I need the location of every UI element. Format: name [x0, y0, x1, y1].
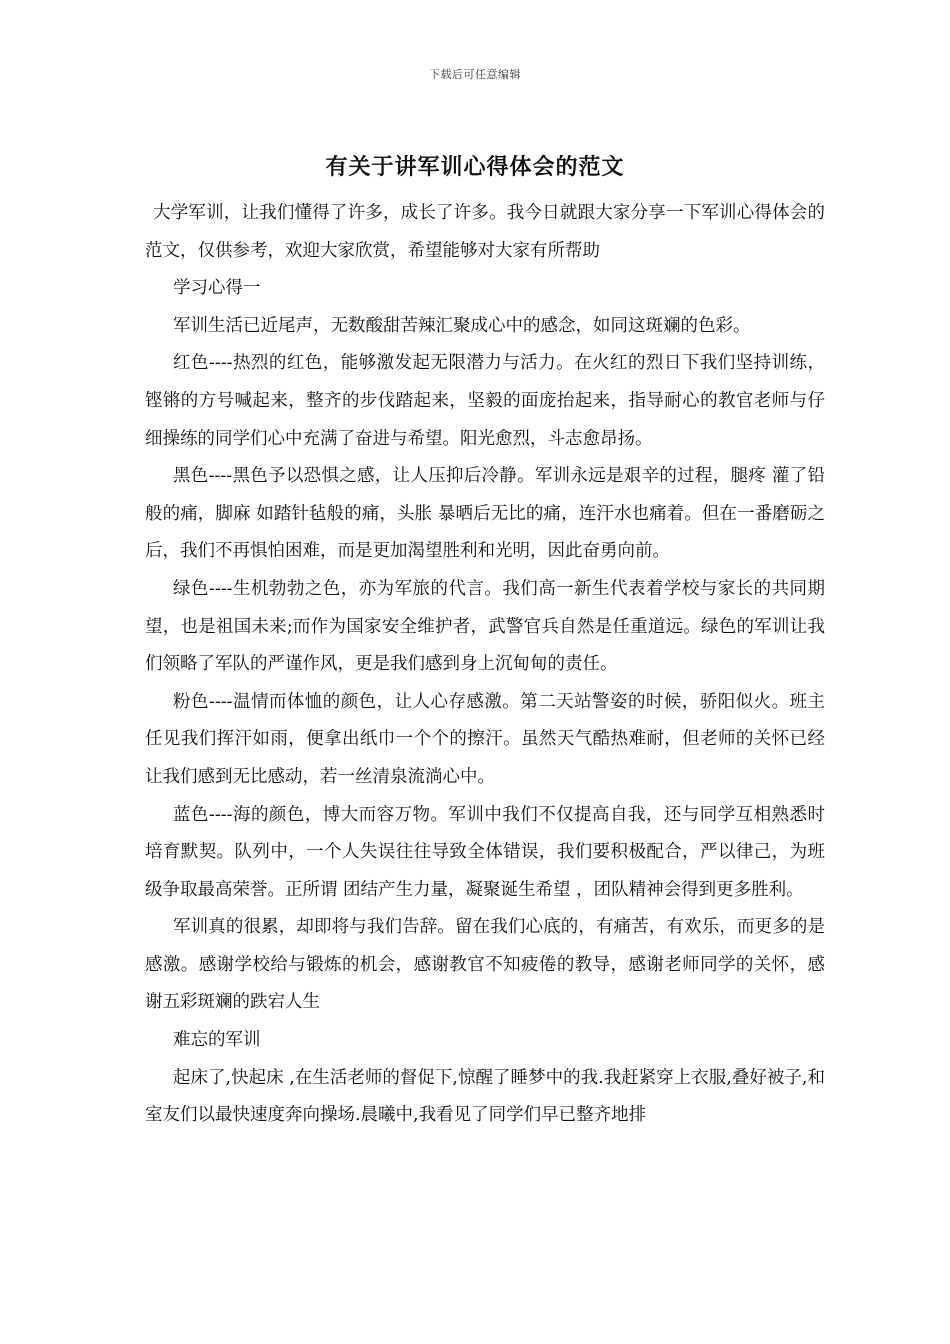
body-paragraph: 军训生活已近尾声，无数酸甜苦辣汇聚成心中的感念，如同这斑斓的色彩。 [173, 315, 751, 336]
body-paragraph: 绿色----生机勃勃之色，亦为军旅的代言。我们高一新生代表着学校与家长的共同期望，也是祖国未来;而作为国家安全维护者，武警官兵自然是任重道远。绿色的军训让我们领略了军队的严谨作风，更是我们感到身上沉甸甸的责任。 [145, 578, 825, 675]
document-body [145, 195, 825, 1135]
body-paragraph: 军训真的很累，却即将与我们告辞。留在我们心底的，有痛苦，有欢乐，而更多的是感激。感谢学校给与锻炼的机会，感谢教官不知疲倦的教导，感谢老师同学的关怀，感谢五彩斑斓的跌宕人生 [145, 917, 825, 1013]
body-paragraph: 红色----热烈的红色，能够激发起无限潜力与活力。在火红的烈日下我们坚持训练，铿锵的方号喊起来，整齐的步伐踏起来，坚毅的面庞抬起来，指导耐心的教官老师与仔细操练的同学们心中充满了奋进与希望。阳光愈烈，斗志愈昂扬。 [145, 353, 825, 449]
document-title: 有关于讲军训心得体会的范文 [325, 154, 625, 180]
header-note: 下载后可任意编辑 [429, 68, 521, 81]
body-paragraph: 黑色----黑色予以恐惧之感，让人压抑后冷静。军训永远是艰辛的过程，腿疼 灌了铅般的痛，脚麻 如踏针毡般的痛，头胀 暴晒后无比的痛，连汗水也痛着。但在一番磨砺之后，我们不再惧怕困难，而是更加渴望胜利和光明，因此奋勇向前。 [145, 466, 825, 562]
section-heading: 学习心得一 [173, 278, 261, 299]
body-paragraph: 粉色----温情而体恤的颜色，让人心存感激。第二天站警姿的时候，骄阳似火。班主任见我们挥汗如雨，便拿出纸巾一个个的擦汗。虽然天气酷热难耐，但老师的关怀已经让我们感到无比感动，若一丝清泉流淌心中。 [145, 691, 825, 787]
intro-paragraph: 大学军训，让我们懂得了许多，成长了许多。我今日就跟大家分享一下军训心得体会的范文，仅供参考，欢迎大家欣赏，希望能够对大家有所帮助 [145, 203, 825, 261]
body-paragraph: 蓝色----海的颜色，博大而容万物。军训中我们不仅提高自我，还与同学互相熟悉时培育默契。队列中，一个人失误往往导致全体错误，我们要积极配合，严以律己，为班级争取最高荣誉。正所谓 团结产生力量，凝聚诞生希望 ，团队精神会得到更多胜利。 [145, 804, 825, 900]
section-heading: 难忘的军训 [173, 1030, 261, 1051]
body-paragraph: 起床了,快起床 ,在生活老师的督促下,惊醒了睡梦中的我.我赶紧穿上衣服,叠好被子,和室友们以最快速度奔向操场.晨曦中,我看见了同学们早已整齐地排 [145, 1067, 825, 1126]
